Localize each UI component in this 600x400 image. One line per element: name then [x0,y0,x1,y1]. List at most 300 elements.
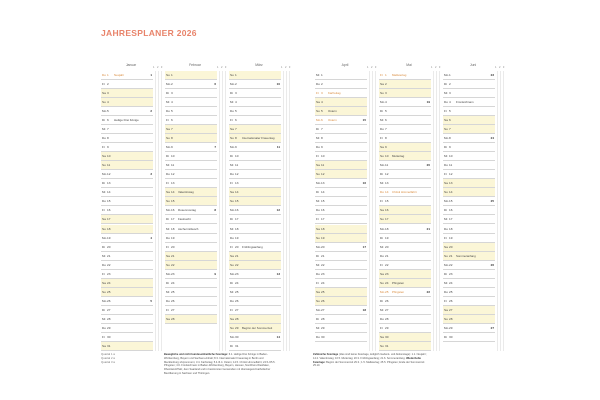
day-row[interactable] [165,315,217,324]
day-row[interactable] [229,161,281,170]
column-numbers: 1 2 3 [367,66,378,69]
day-row[interactable] [379,261,431,270]
day-row[interactable] [229,306,281,315]
day-number: 14 [171,190,175,195]
week-number: 7 [214,145,216,150]
day-row[interactable] [443,170,495,179]
day-row[interactable] [101,170,153,179]
day-number: 23 [385,271,389,276]
day-row[interactable] [379,89,431,98]
day-row[interactable] [165,152,217,161]
day-row[interactable] [315,143,367,152]
day-number: 18 [449,226,453,231]
day-row[interactable] [379,324,431,333]
day-row[interactable] [101,315,153,324]
day-row[interactable] [229,143,281,152]
day-row[interactable] [101,342,153,351]
day-row[interactable] [165,125,217,134]
day-number: 25 [107,289,111,294]
month-column [443,53,509,351]
day-row[interactable] [165,197,217,206]
day-number: 25 [449,289,453,294]
event-label: Valentinstag [178,190,194,195]
day-row[interactable] [101,116,153,125]
day-row[interactable] [229,152,281,161]
weekday-label: So [166,262,170,267]
day-row[interactable] [443,243,495,252]
day-row[interactable] [101,252,153,261]
day-number: 26 [321,298,325,303]
day-row[interactable] [165,89,217,98]
day-row[interactable] [379,333,431,342]
day-row[interactable] [101,306,153,315]
day-row[interactable] [379,270,431,279]
day-number: 1 [385,73,387,77]
day-number: 5 [385,109,387,114]
weekday-label: Di [230,91,233,96]
weekday-label: So [316,235,320,240]
weekday-label: Do [102,325,106,330]
day-row[interactable] [379,98,431,107]
weekday-label: Di [166,217,169,222]
day-row[interactable] [101,80,153,89]
day-row[interactable] [101,161,153,170]
day-row[interactable] [229,170,281,179]
day-row[interactable] [101,261,153,270]
day-row[interactable] [443,188,495,197]
day-row[interactable] [229,125,281,134]
day-number: 4 [107,100,109,105]
day-row[interactable] [443,333,495,342]
weekday-label: Di [444,208,447,213]
week-number: 1 [150,73,152,77]
day-number: 19 [235,235,239,240]
weekday-label: So [166,73,170,77]
weekday-label: So [380,91,384,96]
day-number: 9 [171,145,173,150]
day-row[interactable] [315,288,367,297]
day-row[interactable] [443,270,495,279]
day-number: 23 [235,271,239,276]
day-row[interactable] [379,206,431,215]
weekday-label: Do [230,235,234,240]
day-row[interactable] [101,107,153,116]
day-number: 23 [321,271,325,276]
week-number: 15 [362,118,366,123]
day-row[interactable] [379,80,431,89]
weekday-label: Mi [166,100,170,105]
day-row[interactable] [229,279,281,288]
day-row[interactable] [315,71,367,80]
day-number: 2 [107,82,109,87]
day-row[interactable] [101,206,153,215]
day-row[interactable] [165,116,217,125]
day-row[interactable] [229,98,281,107]
day-row[interactable] [101,152,153,161]
weekday-label: Di [166,280,169,285]
event-label: Frühlingsanfang [242,244,263,249]
day-number: 20 [449,244,453,249]
day-row[interactable] [443,125,495,134]
weekday-label: Fr [230,118,233,123]
weekday-label: Sa [316,100,320,105]
day-number: 11 [171,163,175,168]
day-row[interactable] [101,197,153,206]
day-row[interactable] [229,80,281,89]
day-number: 21 [385,253,389,258]
day-number: 23 [449,271,453,276]
day-row[interactable] [101,89,153,98]
day-number: 1 [449,73,451,77]
day-row[interactable] [443,161,495,170]
day-number: 27 [449,307,453,312]
day-number: 28 [107,316,111,321]
footnote-text: (dies sind keine Feiertage, lediglich Gedenk- und Aktionstage): 1.1. Neujahr; 14.2. Valentinstag; 10.5. Muttertag; 20.3. Frühlingsanfang; 21.6. Sommeranfang. [313,353,427,360]
day-row[interactable] [443,324,495,333]
weekday-label: Do [380,190,384,195]
weekday-label: Do [166,298,170,303]
day-number: 9 [385,145,387,150]
weekday-label: Mi [166,289,170,294]
day-row[interactable] [379,116,431,125]
event-label: Christi Himmelfahrt [392,190,417,195]
day-row[interactable] [229,315,281,324]
day-row[interactable] [229,324,281,333]
day-number: 5 [107,109,109,114]
day-row[interactable] [315,98,367,107]
day-row[interactable] [101,288,153,297]
month-name: Mai [406,63,412,67]
day-row[interactable] [379,252,431,261]
day-row[interactable] [101,279,153,288]
week-number: 3 [150,172,152,177]
day-number: 18 [385,226,389,231]
weekday-label: Mi [230,163,234,168]
day-row[interactable] [379,215,431,224]
weekday-label: Sa [316,289,320,294]
day-row[interactable] [443,215,495,224]
day-row[interactable] [165,143,217,152]
day-row[interactable] [379,107,431,116]
day-row[interactable] [315,116,367,125]
footnote-text: 6.1. Heilige Drei Könige in Baden-Württemberg, Bayern und Sachsen-Anhalt; 8.3. Internationaler Frauentag in Berlin und Mecklenburg-Vorpommern; 3.4. Karfreitag; 5.4./6.4. Ostern; 14.5. Christi Himmelfahrt; 24.5./25.5. Pfingsten; 4.6. Fronleichnam in Baden-Württemberg, Bayern, Hessen, Nordrhein-Westfalen, Rheinland-Pfalz, dem Saarland und in bestimmten Gemeinden mit überwiegend katholischer Bevölkerung in Sachsen und Thüringen. [164,353,276,375]
day-row[interactable] [165,170,217,179]
day-row[interactable] [101,143,153,152]
day-row[interactable] [101,333,153,342]
day-row[interactable] [101,270,153,279]
weekday-label: Mi [444,91,448,96]
day-row[interactable] [315,188,367,197]
day-row[interactable] [315,107,367,116]
day-row[interactable] [229,261,281,270]
day-row[interactable] [379,179,431,188]
day-row[interactable] [165,107,217,116]
day-number: 16 [385,208,389,213]
day-number: 20 [107,244,111,249]
day-row[interactable] [443,71,495,80]
day-row[interactable] [315,161,367,170]
weekday-label: Mi [166,163,170,168]
day-row[interactable] [315,134,367,143]
day-number: 10 [385,154,389,159]
weekday-label: Di [230,343,233,348]
day-row[interactable] [229,89,281,98]
day-row[interactable] [443,179,495,188]
day-row[interactable] [379,161,431,170]
day-row[interactable] [379,197,431,206]
day-row[interactable] [315,197,367,206]
day-row[interactable] [229,71,281,80]
weekday-label: Fr [102,334,105,339]
day-row[interactable] [229,107,281,116]
day-row[interactable] [229,225,281,234]
day-row[interactable] [443,252,495,261]
day-row[interactable] [443,152,495,161]
day-row[interactable] [165,270,217,279]
day-row[interactable] [443,134,495,143]
column-numbers: 1 2 3 [495,66,506,69]
day-row[interactable] [315,324,367,333]
day-number: 18 [107,226,111,231]
day-row[interactable] [229,252,281,261]
day-number: 17 [321,217,325,222]
day-row[interactable] [315,279,367,288]
weekday-label: So [102,100,106,105]
weekday-label: Mo [230,334,235,339]
day-number: 1 [107,73,109,77]
day-row[interactable] [165,80,217,89]
day-row[interactable] [379,243,431,252]
week-number: 26 [490,262,494,267]
weekday-label: Sa [166,253,170,258]
day-number: 7 [321,127,323,132]
day-number: 11 [235,163,239,168]
day-row[interactable] [379,306,431,315]
day-row[interactable] [229,297,281,306]
day-row[interactable] [101,243,153,252]
day-row[interactable] [379,152,431,161]
day-row[interactable] [229,134,281,143]
day-row[interactable] [443,89,495,98]
day-row[interactable] [101,71,153,80]
day-row[interactable] [443,225,495,234]
day-row[interactable] [443,197,495,206]
day-row[interactable] [443,206,495,215]
day-row[interactable] [165,188,217,197]
day-row[interactable] [165,252,217,261]
day-row[interactable] [165,234,217,243]
day-row[interactable] [229,288,281,297]
day-row[interactable] [229,197,281,206]
day-row[interactable] [379,297,431,306]
day-row[interactable] [229,333,281,342]
day-row[interactable] [165,261,217,270]
weekday-label: Fr [316,154,319,159]
day-number: 8 [321,136,323,141]
day-row[interactable] [443,143,495,152]
day-row[interactable] [443,288,495,297]
day-row[interactable] [443,98,495,107]
day-row[interactable] [315,306,367,315]
weekday-label: Do [316,82,320,87]
day-row[interactable] [165,225,217,234]
day-row[interactable] [315,125,367,134]
event-label: Internationaler Frauentag [242,136,275,141]
day-number: 24 [449,280,453,285]
day-row[interactable] [315,89,367,98]
day-row[interactable] [315,243,367,252]
day-row[interactable] [315,261,367,270]
weekday-label: Do [316,271,320,276]
day-row[interactable] [315,170,367,179]
day-row[interactable] [443,306,495,315]
day-row[interactable] [443,261,495,270]
day-row[interactable] [101,179,153,188]
day-row[interactable] [379,125,431,134]
weekday-label: So [380,343,384,348]
weekday-label: Mi [166,226,170,231]
weekday-label: Do [166,172,170,177]
day-row[interactable] [379,342,431,351]
day-row[interactable] [443,80,495,89]
day-row[interactable] [165,98,217,107]
weekday-label: Mo [316,244,321,249]
day-row[interactable] [315,206,367,215]
day-row[interactable] [101,225,153,234]
day-row[interactable] [101,125,153,134]
day-number: 23 [107,271,111,276]
day-row[interactable] [165,306,217,315]
day-row[interactable] [229,234,281,243]
day-number: 29 [107,325,111,330]
day-row[interactable] [379,234,431,243]
day-number: 18 [235,226,239,231]
weekday-label: Do [230,298,234,303]
weekday-label: So [230,325,234,330]
day-row[interactable] [165,215,217,224]
event-label: Aschermittwoch [178,226,199,231]
day-row[interactable] [443,234,495,243]
day-number: 27 [107,307,111,312]
day-row[interactable] [315,215,367,224]
day-row[interactable] [379,143,431,152]
day-row[interactable] [101,215,153,224]
day-row[interactable] [101,297,153,306]
day-row[interactable] [229,206,281,215]
week-number: 23 [490,73,494,77]
day-row[interactable] [229,188,281,197]
day-row[interactable] [443,279,495,288]
day-row[interactable] [165,206,217,215]
weekday-label: Mo [380,100,385,105]
day-row[interactable] [101,234,153,243]
day-number: 12 [385,172,389,177]
day-row[interactable] [229,179,281,188]
day-row[interactable] [229,116,281,125]
event-label: Ostern [328,109,337,114]
day-number: 29 [385,325,389,330]
day-row[interactable] [379,315,431,324]
day-row[interactable] [101,324,153,333]
day-row[interactable] [229,215,281,224]
day-row[interactable] [165,161,217,170]
day-row[interactable] [315,234,367,243]
day-row[interactable] [379,225,431,234]
day-number: 15 [171,199,175,204]
day-row[interactable] [443,107,495,116]
day-row[interactable] [379,134,431,143]
day-number: 10 [171,154,175,159]
weekday-label: Mo [166,271,171,276]
day-row[interactable] [165,179,217,188]
weekday-label: Sa [102,343,106,348]
day-row[interactable] [379,71,431,80]
day-row[interactable] [443,315,495,324]
day-row[interactable] [101,188,153,197]
weekday-label: Fr [444,298,447,303]
day-row[interactable] [101,134,153,143]
day-number: 14 [235,190,239,195]
day-row[interactable] [379,288,431,297]
day-row[interactable] [443,297,495,306]
day-row[interactable] [229,270,281,279]
day-row[interactable] [101,98,153,107]
weekday-label: Mo [380,289,385,294]
page-left [99,53,299,351]
day-row[interactable] [165,279,217,288]
day-row[interactable] [165,288,217,297]
day-grid [315,71,375,351]
day-row[interactable] [315,270,367,279]
weekday-label: Di [230,280,233,285]
day-row[interactable] [165,134,217,143]
day-number: 4 [449,100,451,105]
day-row[interactable] [315,80,367,89]
weekday-label: Mo [316,307,321,312]
weekday-label: So [230,73,234,77]
weekday-label: Mi [230,100,234,105]
day-number: 20 [385,244,389,249]
day-row[interactable] [379,188,431,197]
day-number: 20 [235,244,239,249]
day-row[interactable] [165,71,217,80]
day-number: 1 [171,73,173,77]
day-row[interactable] [315,225,367,234]
day-number: 19 [171,235,175,240]
day-row[interactable] [315,152,367,161]
day-row[interactable] [315,333,367,342]
day-row[interactable] [229,342,281,351]
weekday-label: Fr [230,307,233,312]
day-row[interactable] [165,297,217,306]
day-row[interactable] [165,243,217,252]
day-number: 14 [449,190,453,195]
day-row[interactable] [315,297,367,306]
day-row[interactable] [443,116,495,125]
day-row[interactable] [379,279,431,288]
day-number: 6 [449,118,451,123]
day-row[interactable] [315,315,367,324]
day-number: 7 [385,127,387,132]
week-number: 22 [426,289,430,294]
day-number: 16 [171,208,175,213]
day-row[interactable] [379,170,431,179]
day-row[interactable] [315,252,367,261]
day-row[interactable] [315,179,367,188]
day-row[interactable] [229,243,281,252]
day-number: 13 [171,181,175,186]
weekday-label: Sa [230,127,234,132]
